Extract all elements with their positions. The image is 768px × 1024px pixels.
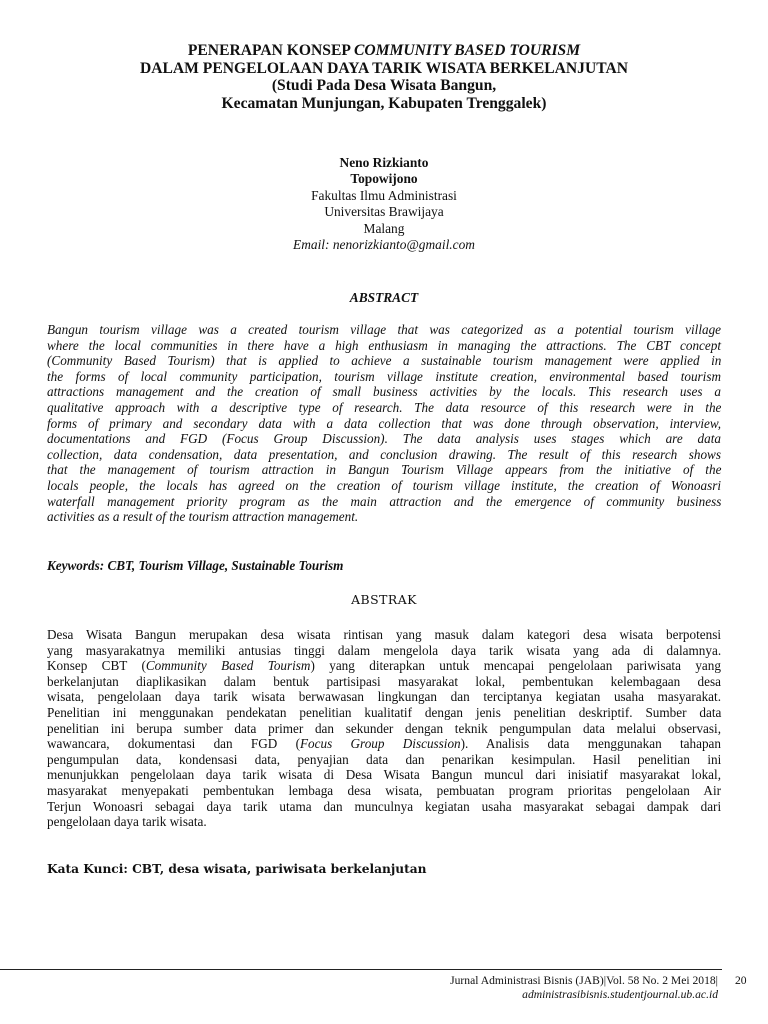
abstrak-line: yang masyarakatnya memiliki antusias tinggi dalam mengelola daya tarik wisata yang ada di dalamnya. <box>47 642 722 658</box>
author-faculty: Fakultas Ilmu Administrasi <box>311 187 457 203</box>
author-name-2: Topowijono <box>350 171 418 187</box>
abstract-line: documentations and FGD (Focus Group Discussion). The data analysis uses stages which are data <box>47 431 721 447</box>
abstrak-line-3a: Konsep CBT ( <box>47 658 146 674</box>
title-line-4: Kecamatan Munjungan, Kabupaten Trenggalek) <box>221 94 547 112</box>
abstract-line: qualitative approach with a descriptive type of research. The data resource of this research were in the <box>47 399 722 415</box>
abstrak-line-8c: ). Analisis data menggunakan tahapan <box>460 736 721 752</box>
abstract-line: Bangun tourism village was a created tourism village that was categorized as a potential tourism village <box>47 322 722 337</box>
author-block <box>0 155 768 253</box>
abstrak-line: penelitian ini berupa sumber data primer dan sekunder dengan teknik pengumpulan data melalui observasi, <box>47 720 721 736</box>
abstrak-body <box>47 627 721 830</box>
abstract-line: waterfall management priority program as the main attraction and the emergence of community business <box>47 493 722 509</box>
abstrak-line: wisata, pengelolaan daya tarik wisata berwawasan lingkungan dan terciptanya kegiatan usaha masyarakat. <box>47 689 721 705</box>
abstrak-line: menunjukkan pengelolaan daya tarik wisata di Desa Wisata Bangun muncul dari inisiatif masyarakat lokal, <box>47 767 721 783</box>
title-line-1 <box>0 42 768 60</box>
abstract-body <box>47 322 721 525</box>
abstrak-line <box>47 658 721 674</box>
author-city: Malang <box>363 220 405 236</box>
author-university: Universitas Brawijaya <box>324 204 444 220</box>
abstract-line: that the management of tourism attraction in Bangun Tourism Village appears from the initiative of the <box>47 462 722 478</box>
abstract-line: activities as a result of the tourism attraction management. <box>47 509 359 525</box>
abstract-line: the forms of local community participation, tourism village institute creation, environmental based tourism <box>47 368 721 384</box>
title-line-3: (Studi Pada Desa Wisata Bangun, <box>271 77 497 94</box>
footer-journal: Jurnal Administrasi Bisnis (JAB)|Vol. 58 No. 2 Mei 2018| <box>450 974 718 987</box>
abstrak-line-8b: Focus Group Discussion <box>300 736 461 752</box>
footer <box>450 974 718 1002</box>
abstrak-line: masyarakat menyepakati pembentukan lembaga desa wisata, pembuatan program prioritas pengelolaan Air <box>47 782 721 798</box>
abstrak-line-8a: wawancara, dokumentasi dan FGD ( <box>47 736 300 752</box>
abstrak-line: berkelanjutan diaplikasikan dalam bentuk partisipasi masyarakat lokal, pembentukan kelembagaan desa <box>47 673 721 689</box>
footer-url[interactable]: administrasibisnis.studentjournal.ub.ac.id <box>522 988 718 1001</box>
abstrak-line: Penelitian ini menggunakan pendekatan penelitian kualitatif dengan jenis penelitian deskriptif. Sumber data <box>47 704 722 720</box>
title-line-1-italic: COMMUNITY BASED TOURISM <box>353 42 581 59</box>
keywords-en: Keywords: CBT, Tourism Village, Sustainable Tourism <box>47 558 344 573</box>
title-line-1-prefix: PENERAPAN KONSEP <box>187 42 354 59</box>
abstrak-line: pengelolaan daya tarik wisata. <box>47 814 207 830</box>
abstract-line: attractions management and the creation of small business activities by the locals. This research uses a <box>47 384 722 400</box>
abstrak-line: pengumpulan data, kondensasi data, penyajian data dan penarikan kesimpulan. Hasil penelitian ini <box>47 751 722 767</box>
abstract-heading: ABSTRACT <box>349 290 419 305</box>
author-email: Email: nenorizkianto@gmail.com <box>293 237 475 253</box>
abstract-line: collection, data condensation, data presentation, and conclusion drawing. The result of this research shows <box>47 446 721 462</box>
abstract-line: locals people, the locals has agreed on the creation of tourism village institute, the creation of Wonoasri <box>47 477 721 493</box>
footer-divider <box>0 969 722 970</box>
abstrak-line: Desa Wisata Bangun merupakan desa wisata rintisan yang masuk dalam kategori desa wisata berpotensi <box>47 627 721 642</box>
abstrak-line <box>47 736 721 752</box>
page-number: 20 <box>735 974 747 987</box>
abstract-line: forms of primary and secondary data with a data collection that was done through observation, interview, <box>47 415 721 431</box>
title-line-2: DALAM PENGELOLAAN DAYA TARIK WISATA BERKELANJUTAN <box>140 59 628 77</box>
author-name-1: Neno Rizkianto <box>339 155 429 170</box>
abstrak-heading: ABSTRAK <box>351 592 417 607</box>
abstract-line: where the local communities in there have a high enthusiasm in managing the attractions. The CBT concept <box>47 337 722 353</box>
keywords-id: Kata Kunci: CBT, desa wisata, pariwisata berkelanjutan <box>47 862 427 876</box>
abstrak-line-3b: Community Based Tourism <box>145 658 311 674</box>
abstract-line: (Community Based Tourism) that is applied to achieve a sustainable tourism management were applied in <box>47 353 722 369</box>
article-title <box>0 42 768 112</box>
abstrak-line: Terjun Wonoasri sebagai daya tarik utama dan munculnya kegiatan usaha masyarakat sebagai dampak dari <box>47 798 722 814</box>
abstrak-line-3c: ) yang diterapkan untuk mencapai pengelolaan pariwisata yang <box>310 658 721 674</box>
